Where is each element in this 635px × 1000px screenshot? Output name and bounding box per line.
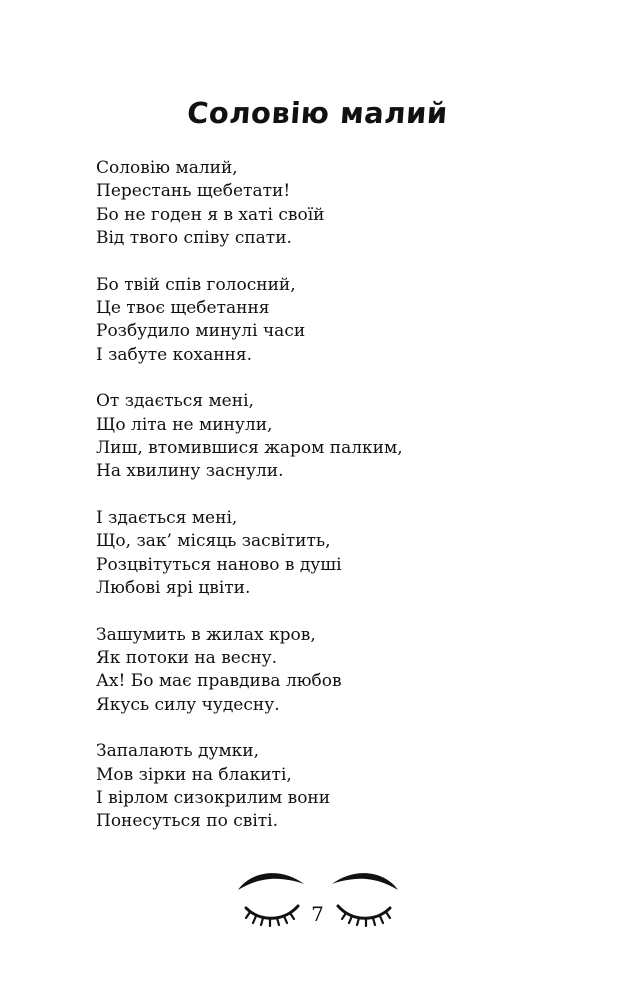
poem-line: Що, зак’ місяць засвітить, <box>96 531 331 552</box>
poem-line: Лиш, втомившися жаром палким, <box>96 438 403 459</box>
stanza-6 <box>96 740 556 834</box>
poem-line: Це твоє щебетання <box>96 298 270 319</box>
poem-line: Понесуться по світі. <box>96 811 279 832</box>
poem-line: Зашумить в жилах кров, <box>96 624 316 645</box>
poem-line: Розбудило минулі часи <box>96 321 306 342</box>
poem-line: І забуте кохання. <box>96 344 253 365</box>
page-number: 7 <box>311 902 324 926</box>
stanza-1 <box>96 157 556 251</box>
poem-body <box>96 157 556 857</box>
poem-line: Розцвітуться наново в душі <box>96 554 342 575</box>
poem-line: Як потоки на весну. <box>96 647 278 668</box>
poem-line: Якусь силу чудесну. <box>96 694 280 715</box>
poem-line: Бо твій спів голосний, <box>96 274 296 295</box>
stanza-4 <box>96 507 556 601</box>
poem-line: І здається мені, <box>96 507 238 528</box>
poem-line: Що літа не минули, <box>96 414 273 435</box>
poem-line: Запалають думки, <box>96 741 260 762</box>
poem-line: Соловію малий, <box>96 158 238 178</box>
poem-line: На хвилину заснули. <box>96 461 284 482</box>
stanza-3 <box>96 390 556 484</box>
page-title: Соловію малий <box>185 96 449 130</box>
poem-line: Любові ярі цвіти. <box>96 578 251 599</box>
poem-line: От здається мені, <box>96 391 254 412</box>
poem-line: І вірлом сизокрилим вони <box>96 787 331 808</box>
poem-line: Від твого співу спати. <box>96 228 292 249</box>
poem-line: Бо не годен я в хаті своїй <box>96 204 325 225</box>
stanza-5 <box>96 624 556 718</box>
stanza-2 <box>96 274 556 368</box>
poem-line: Мов зірки на блакиті, <box>96 764 292 785</box>
poem-line: Ах! Бо має правдива любов <box>96 671 342 692</box>
poem-line: Перестань щебетати! <box>96 181 291 202</box>
